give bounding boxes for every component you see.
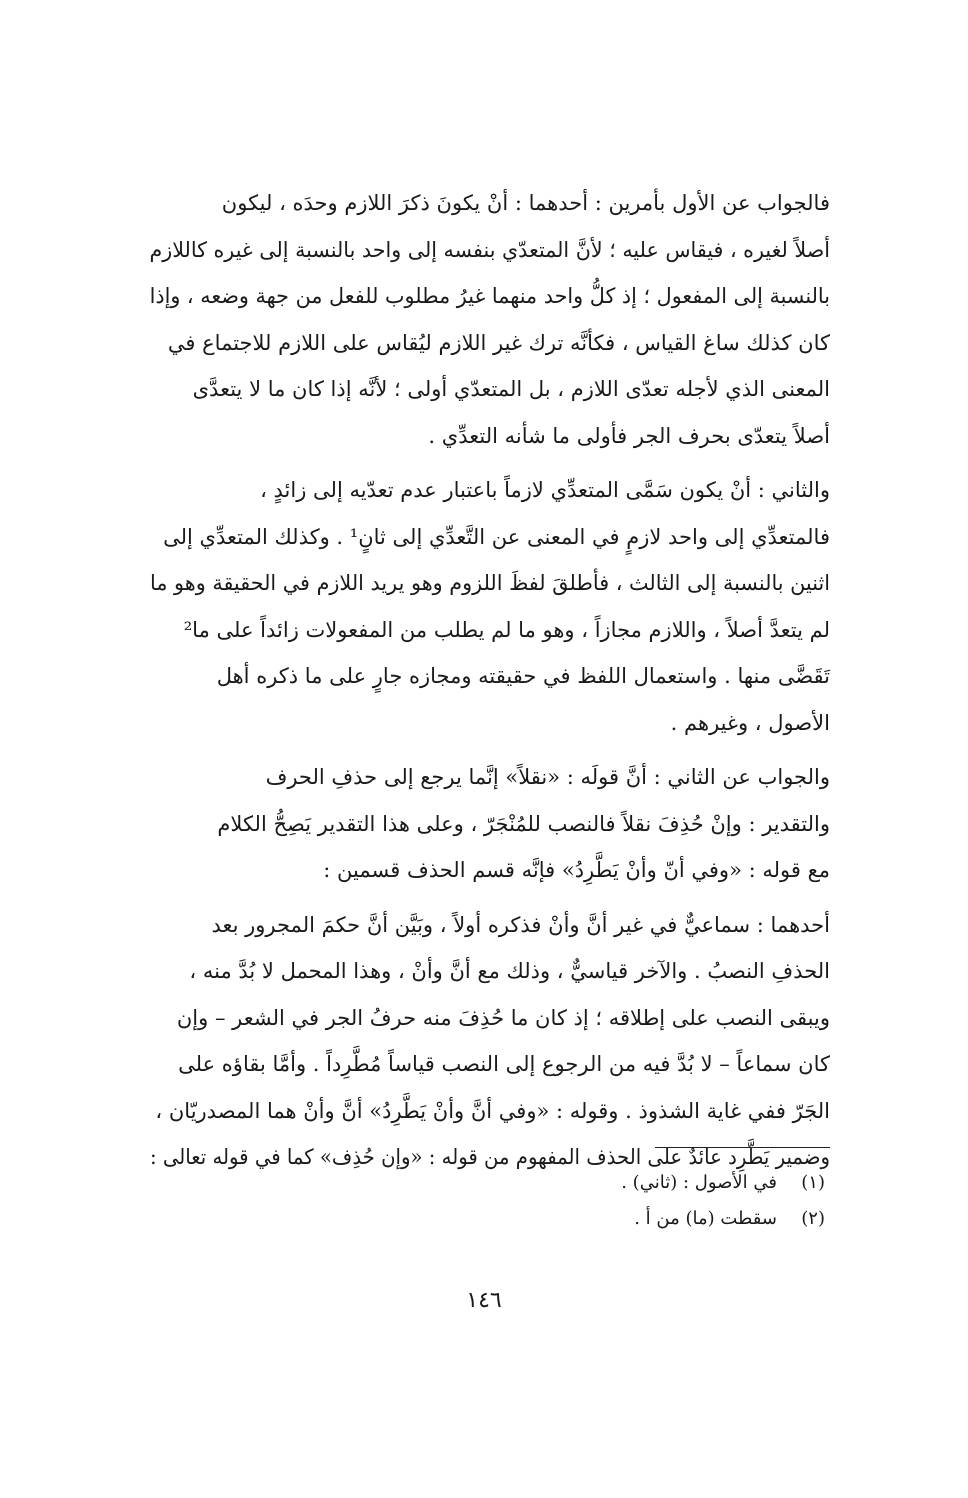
text-line: اثنين بالنسبة إلى الثالث ، فأطلقَ لفظَ اللزوم وهو يريد اللازم في الحقيقة وهو ما [150,571,830,595]
text-line: وضمير يَطَّرِد عائدٌ على الحذف المفهوم من قوله : «وإن حُذِف» كما في قوله تعالى : [149,1145,830,1169]
text-line: أحدهما : سماعيٌّ في غير أنَّ وأنْ فذكره أولاً ، وبَيَّن أنَّ حكمَ المجرور بعد [211,912,830,937]
paragraph-1 [150,180,830,459]
footnote-text: في الأصول : (ثاني) . [621,1172,777,1193]
footnote-2 [621,1201,825,1237]
text-line: فالجواب عن الأول بأمرين : أحدهما : أنْ يكونَ ذكرَ اللازم وحدَه ، ليكون [221,191,830,215]
paragraph-4 [150,902,830,1181]
text-line: فالمتعدِّي إلى واحد لازمٍ في المعنى عن التَّعدِّي إلى ثانٍ¹ . وكذلك المتعدِّي إلى [163,524,830,549]
text-line: بالنسبة إلى المفعول ؛ إذ كلُّ واحد منهما غيرُ مطلوب للفعل من جهة وضعه ، وإذا [149,284,830,308]
text-line: ويبقى النصب على إطلاقه ؛ إذ كان ما حُذِفَ منه حرفُ الجر في الشعر – وإن [176,1005,830,1030]
text-line: كان كذلك ساغ القياس ، فكأنَّه ترك غير اللازم ليُقاس على اللازم للاجتماع في [167,330,830,355]
footnote-number: (١) [801,1172,825,1193]
text-line: والجواب عن الثاني : أنَّ قولَه : «نقلاً» إنَّما يرجع إلى حذفِ الحرف [265,765,830,789]
paragraph-3 [150,754,830,894]
page-body [150,180,830,1181]
page-number: ١٤٦ [466,1288,502,1313]
text-line: لم يتعدَّ أصلاً ، واللازم مجازاً ، وهو ما لم يطلب من المفعولات زائداً على ما² [183,617,830,642]
text-line: والتقدير : وإنْ حُذِفَ نقلاً فالنصب للمُنْجَرّ ، وعلى هذا التقدير يَصِحُّ الكلام [217,811,830,836]
footnote-divider [655,1147,830,1148]
text-line: الحذفِ النصبُ . والآخر قياسيٌّ ، وذلك مع أنَّ وأنْ ، وهذا المحمل لا بُدَّ منه ، [189,959,830,983]
footnotes [621,1165,825,1237]
text-line: أصلاً يتعدّى بحرف الجر فأولى ما شأنه التعدِّي . [428,423,830,448]
text-line: والثاني : أنْ يكون سَمَّى المتعدِّي لازماً باعتبار عدم تعدّيه إلى زائدٍ ، [260,478,830,502]
footnote-text: سقطت (ما) من أ . [634,1208,777,1229]
footnote-number: (٢) [801,1208,825,1229]
text-line: الجَرّ ففي غاية الشذوذ . وقوله : «وفي أنَّ وأنْ يَطَّرِدُ» أنَّ وأنْ هما المصدريّان ، [155,1098,830,1123]
text-line: الأصول ، وغيرهم . [670,710,830,735]
text-line: تَقَضَّى منها . واستعمال اللفظ في حقيقته ومجازه جارٍ على ما ذكره أهل [216,664,830,688]
text-line: مع قوله : «وفي أنّ وأنْ يَطَّرِدُ» فإنَّه قسم الحذف قسمين : [323,858,830,882]
text-line: أصلاً لغيره ، فيقاس عليه ؛ لأنَّ المتعدّي بنفسه إلى واحد بالنسبة إلى غيره كاللازم [149,237,831,262]
footnote-1 [621,1165,825,1201]
text-line: كان سماعاً – لا بُدَّ فيه من الرجوع إلى النصب قياساً مُطَّرِداً . وأمَّا بقاؤه على [178,1052,830,1076]
paragraph-2 [150,467,830,746]
text-line: المعنى الذي لأجله تعدّى اللازم ، بل المتعدّي أولى ؛ لأنَّه إذا كان ما لا يتعدَّى [192,377,830,401]
